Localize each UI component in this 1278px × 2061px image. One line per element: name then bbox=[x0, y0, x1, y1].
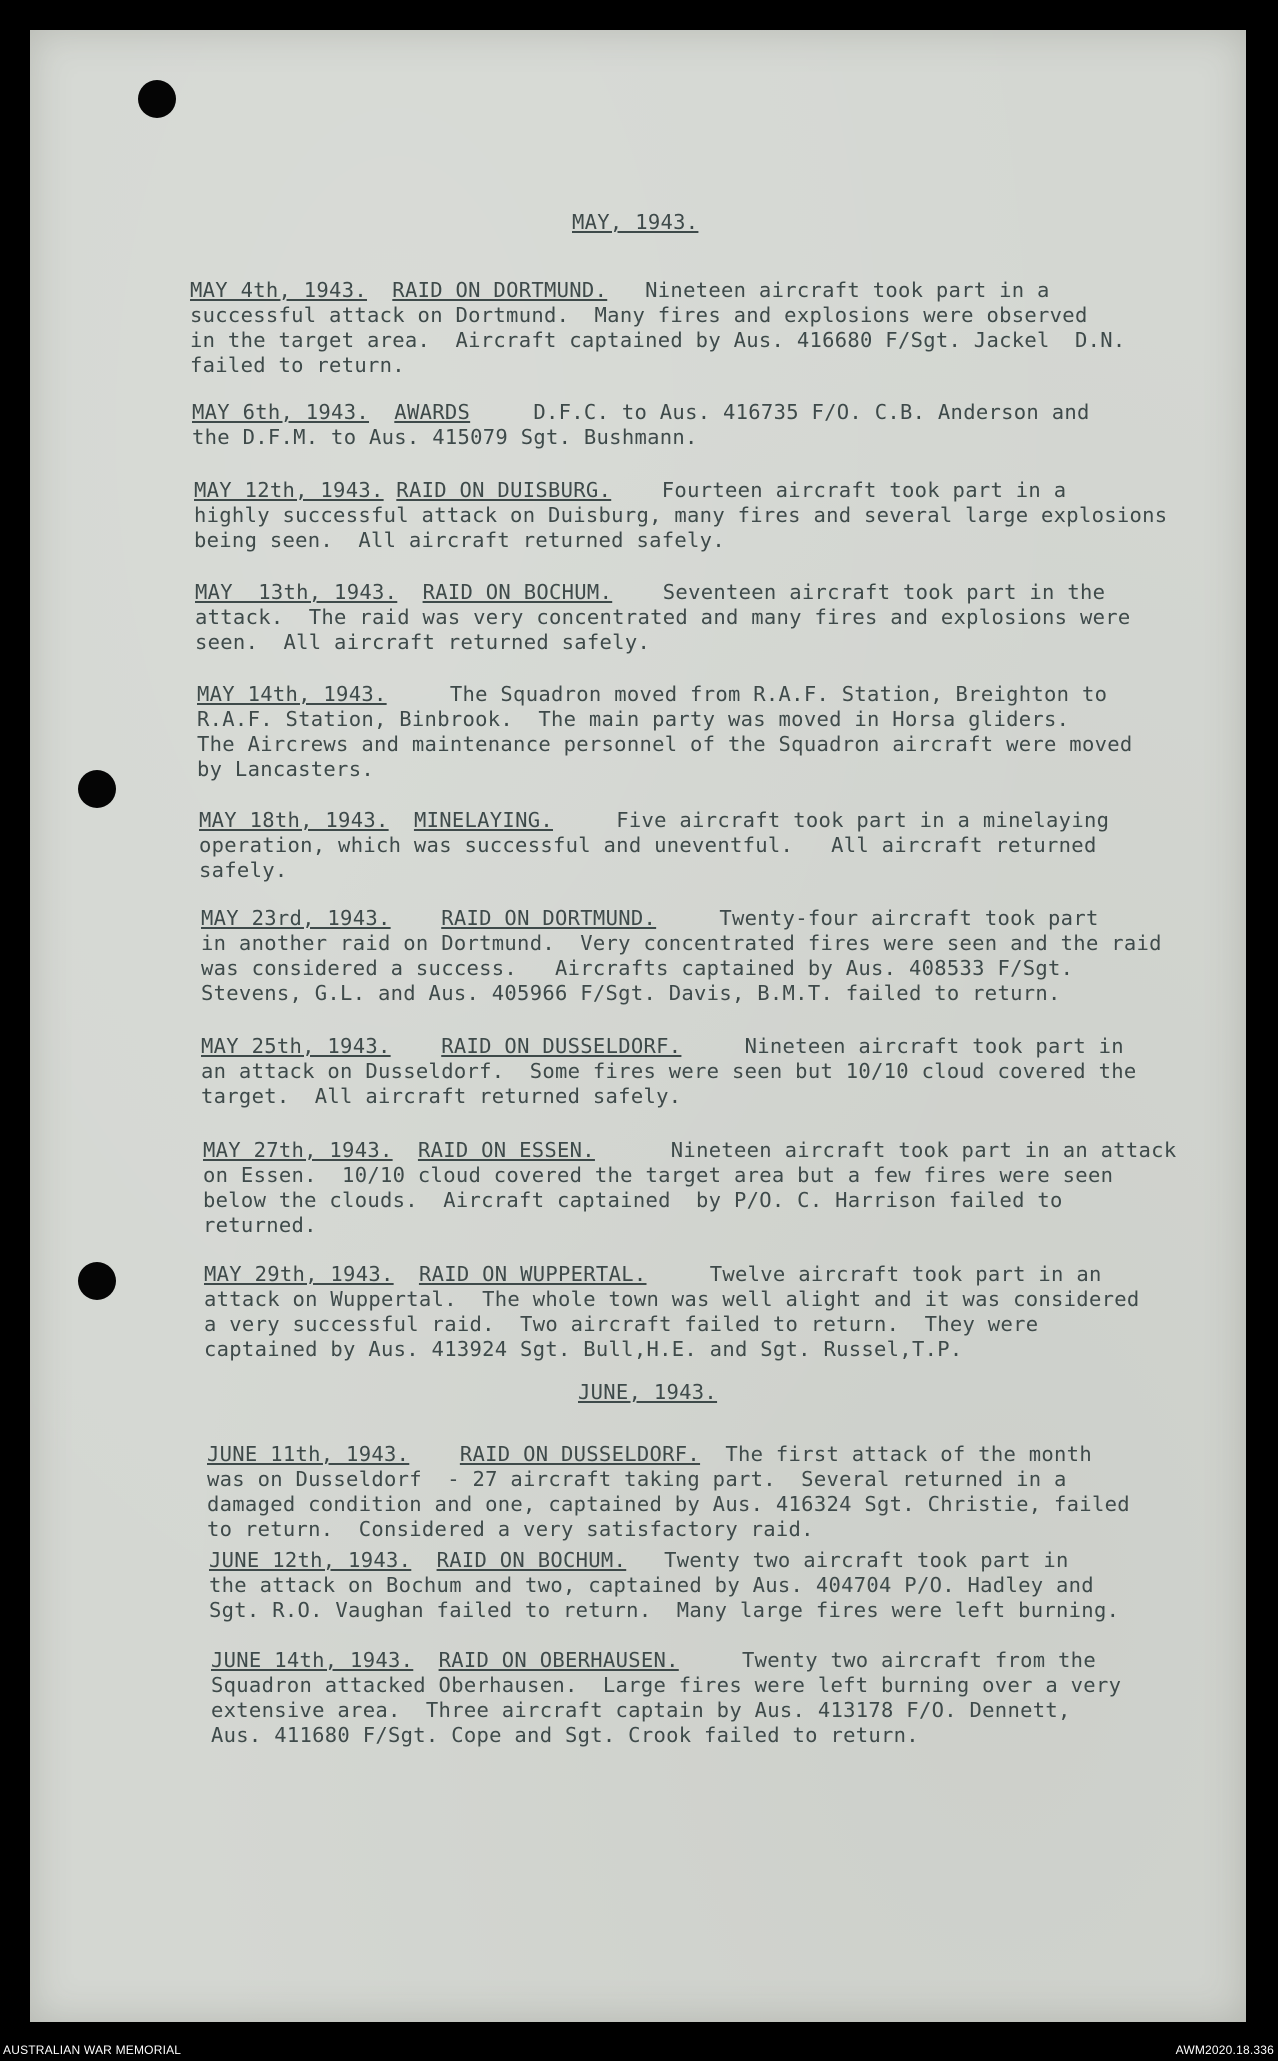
entry-text: Seventeen aircraft took part in the bbox=[612, 580, 1106, 604]
entry-text-line: Sgt. R.O. Vaughan failed to return. Many large fires were left burning. bbox=[209, 1598, 1120, 1622]
entry-text-line: captained by Aus. 413924 Sgt. Bull,H.E. and Sgt. Russel,T.P. bbox=[204, 1337, 963, 1361]
entry-date: MAY 12th, 1943. bbox=[194, 478, 384, 502]
entry-text-line: returned. bbox=[203, 1213, 317, 1237]
entry-text-line: attack. The raid was very concentrated and many fires and explosions were bbox=[195, 605, 1131, 629]
entry-text-line: extensive area. Three aircraft captain by Aus. 413178 F/O. Dennett, bbox=[211, 1698, 1071, 1722]
entry-date: MAY 14th, 1943. bbox=[197, 682, 387, 706]
entry-text-line: Stevens, G.L. and Aus. 405966 F/Sgt. Davis, B.M.T. failed to return. bbox=[201, 981, 1061, 1005]
entry bbox=[204, 1262, 1140, 1362]
entry-heading: RAID ON BOCHUM. bbox=[436, 1548, 627, 1572]
entry-text-line: to return. Considered a very satisfactory raid. bbox=[207, 1517, 814, 1541]
entry bbox=[199, 808, 1109, 883]
entry-heading: AWARDS bbox=[394, 400, 471, 424]
entry-text-line: safely. bbox=[199, 858, 288, 882]
entry-date: MAY 23rd, 1943. bbox=[201, 906, 391, 930]
entry-first-line bbox=[207, 1442, 1130, 1467]
entry bbox=[201, 1034, 1137, 1109]
entry-date: MAY 27th, 1943. bbox=[203, 1138, 393, 1162]
entry-text-line: below the clouds. Aircraft captained by P/O. C. Harrison failed to bbox=[203, 1188, 1063, 1212]
entry-date: JUNE 12th, 1943. bbox=[209, 1548, 412, 1572]
entry-first-line bbox=[203, 1138, 1176, 1163]
entry-text-line: The Aircrews and maintenance personnel of the Squadron aircraft were moved bbox=[197, 732, 1133, 756]
entry-text-line: the D.F.M. to Aus. 415079 Sgt. Bushmann. bbox=[192, 425, 698, 449]
document-page bbox=[30, 30, 1246, 2022]
entry-text-line: damaged condition and one, captained by Aus. 416324 Sgt. Christie, failed bbox=[207, 1492, 1130, 1516]
punch-hole bbox=[78, 770, 116, 808]
entry-date: MAY 18th, 1943. bbox=[199, 808, 389, 832]
entry-heading: RAID ON WUPPERTAL. bbox=[418, 1262, 647, 1286]
entry-text-line: successful attack on Dortmund. Many fires and explosions were observed bbox=[190, 303, 1088, 327]
entry-text: D.F.C. to Aus. 416735 F/O. C.B. Anderson and bbox=[470, 400, 1090, 424]
punch-hole bbox=[78, 1262, 116, 1300]
punch-hole bbox=[138, 80, 176, 118]
entry-heading: RAID ON BOCHUM. bbox=[422, 580, 613, 604]
entry-text-line: an attack on Dusseldorf. Some fires were seen but 10/10 cloud covered the bbox=[201, 1059, 1137, 1083]
entry-date: JUNE 11th, 1943. bbox=[207, 1442, 410, 1466]
entry-text: Twenty-four aircraft took part bbox=[656, 906, 1099, 930]
entry bbox=[207, 1442, 1130, 1542]
month-heading: MAY, 1943. bbox=[572, 210, 699, 234]
entry-heading: RAID ON DUISBURG. bbox=[396, 478, 612, 502]
entry bbox=[201, 906, 1162, 1006]
entry-heading: MINELAYING. bbox=[413, 808, 553, 832]
entry-text-line: operation, which was successful and uneventful. All aircraft returned bbox=[199, 833, 1097, 857]
entry-heading: RAID ON DUSSELDORF. bbox=[441, 1034, 682, 1058]
entry-text: Nineteen aircraft took part in a bbox=[607, 278, 1050, 302]
entry bbox=[197, 682, 1133, 782]
entry bbox=[194, 478, 1167, 553]
month-heading: JUNE, 1943. bbox=[578, 1380, 718, 1404]
entry-first-line bbox=[204, 1262, 1140, 1287]
entry-heading: RAID ON DORTMUND. bbox=[392, 278, 608, 302]
entry bbox=[211, 1648, 1121, 1748]
entry-text-line: R.A.F. Station, Binbrook. The main party was moved in Horsa gliders. bbox=[197, 707, 1070, 731]
entry bbox=[192, 400, 1090, 450]
entry-text: Five aircraft took part in a minelaying bbox=[553, 808, 1110, 832]
entry-text-line: highly successful attack on Duisburg, many fires and several large explosions bbox=[194, 503, 1168, 527]
entry-text: Nineteen aircraft took part in bbox=[681, 1034, 1124, 1058]
entry-heading: RAID ON OBERHAUSEN. bbox=[438, 1648, 679, 1672]
entry-text-line: failed to return. bbox=[190, 353, 405, 377]
entry bbox=[195, 580, 1131, 655]
entry-date: MAY 6th, 1943. bbox=[192, 400, 369, 424]
entry-heading: RAID ON DUSSELDORF. bbox=[459, 1442, 701, 1466]
entry-first-line bbox=[201, 1034, 1137, 1059]
entry-text: Twenty two aircraft from the bbox=[678, 1648, 1096, 1672]
footer-accession-number: AWM2020.18.336 bbox=[1175, 2043, 1274, 2057]
entry-text: Twenty two aircraft took part in bbox=[626, 1548, 1069, 1572]
entry-text: The Squadron moved from R.A.F. Station, Breighton to bbox=[386, 682, 1108, 706]
entry-text-line: seen. All aircraft returned safely. bbox=[195, 630, 651, 654]
entry-text-line: was considered a success. Aircrafts captained by Aus. 408533 F/Sgt. bbox=[201, 956, 1074, 980]
entry-text-line: in the target area. Aircraft captained by Aus. 416680 F/Sgt. Jackel D.N. bbox=[190, 328, 1126, 352]
footer-institution: AUSTRALIAN WAR MEMORIAL bbox=[3, 2043, 182, 2057]
entry-first-line bbox=[190, 278, 1126, 303]
entry-text-line: the attack on Bochum and two, captained by Aus. 404704 P/O. Hadley and bbox=[209, 1573, 1094, 1597]
entry-text-line: a very successful raid. Two aircraft failed to return. They were bbox=[204, 1312, 1039, 1336]
entry bbox=[190, 278, 1126, 378]
entry-date: MAY 13th, 1943. bbox=[195, 580, 398, 604]
entry-text: The first attack of the month bbox=[700, 1442, 1092, 1466]
entry-first-line bbox=[199, 808, 1109, 833]
entry-first-line bbox=[194, 478, 1167, 503]
entry-first-line bbox=[209, 1548, 1119, 1573]
entry-first-line bbox=[201, 906, 1162, 931]
entry-text-line: being seen. All aircraft returned safely. bbox=[194, 528, 725, 552]
entry-text-line: attack on Wuppertal. The whole town was well alight and it was considered bbox=[204, 1287, 1140, 1311]
entry-first-line bbox=[195, 580, 1131, 605]
entry-text-line: Squadron attacked Oberhausen. Large fires were left burning over a very bbox=[211, 1673, 1122, 1697]
entry-first-line bbox=[192, 400, 1090, 425]
entry-text-line: in another raid on Dortmund. Very concentrated fires were seen and the raid bbox=[201, 931, 1162, 955]
entry-date: MAY 25th, 1943. bbox=[201, 1034, 391, 1058]
entry-date: MAY 4th, 1943. bbox=[190, 278, 367, 302]
entry-first-line bbox=[197, 682, 1133, 707]
entry-heading: RAID ON DORTMUND. bbox=[441, 906, 657, 930]
entry-text-line: by Lancasters. bbox=[197, 757, 374, 781]
entry-date: JUNE 14th, 1943. bbox=[211, 1648, 414, 1672]
entry-date: MAY 29th, 1943. bbox=[204, 1262, 394, 1286]
entry-text: Nineteen aircraft took part in an attack bbox=[594, 1138, 1177, 1162]
entry-text-line: target. All aircraft returned safely. bbox=[201, 1084, 682, 1108]
entry-text-line: on Essen. 10/10 cloud covered the target area but a few fires were seen bbox=[203, 1163, 1114, 1187]
entry-text-line: was on Dusseldorf - 27 aircraft taking part. Several returned in a bbox=[207, 1467, 1067, 1491]
entry bbox=[209, 1548, 1119, 1623]
entry-text: Fourteen aircraft took part in a bbox=[611, 478, 1067, 502]
entry-text: Twelve aircraft took part in an bbox=[646, 1262, 1102, 1286]
entry-heading: RAID ON ESSEN. bbox=[417, 1138, 595, 1162]
entry-first-line bbox=[211, 1648, 1121, 1673]
entry-text-line: Aus. 411680 F/Sgt. Cope and Sgt. Crook failed to return. bbox=[211, 1723, 919, 1747]
entry bbox=[203, 1138, 1176, 1238]
